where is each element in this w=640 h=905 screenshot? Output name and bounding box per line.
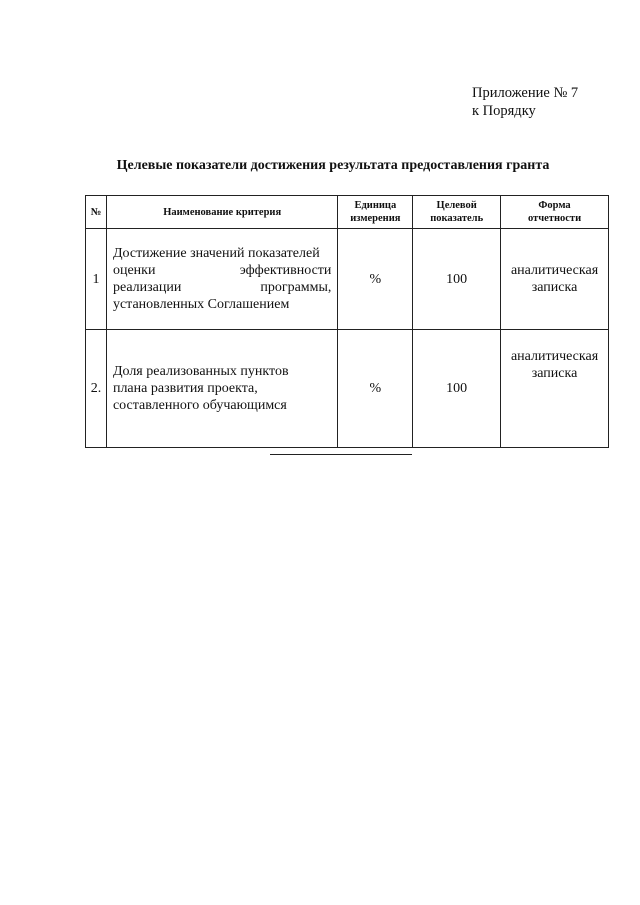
row-number: 1 [86, 229, 107, 330]
header-unit-line2: измерения [350, 213, 401, 224]
header-unit [338, 196, 413, 229]
criterion-line: плана развития проекта, [112, 381, 258, 396]
unit-value: % [338, 229, 413, 330]
table-row [86, 229, 609, 330]
header-criterion-name: Наименование критерия [106, 196, 337, 229]
criterion-line: Доля реализованных пунктов [112, 364, 289, 379]
criterion-name [106, 229, 337, 330]
table-header-row [86, 196, 609, 229]
row-number: 2. [86, 330, 107, 448]
document-title: Целевые показатели достижения результата предоставления гранта [116, 158, 550, 173]
header-form-line1: Форма [538, 200, 571, 211]
criteria-table [85, 195, 609, 448]
header-form-line2: отчетности [527, 213, 582, 224]
target-value: 100 [413, 229, 501, 330]
target-value: 100 [413, 330, 501, 448]
closing-rule [270, 454, 412, 455]
header-target-line2: показатель [430, 213, 484, 224]
criterion-line: Достижение значений показателей [112, 246, 320, 261]
header-report-form [501, 196, 609, 229]
report-form: аналитическая записка [501, 330, 609, 448]
appendix-reference: к Порядку [472, 103, 536, 119]
criterion-line: составленного обучающимся [112, 398, 287, 413]
header-unit-line1: Единица [354, 200, 397, 211]
appendix-number: Приложение № 7 [472, 85, 579, 101]
header-target-line1: Целевой [436, 200, 477, 211]
header-number: № [86, 196, 107, 229]
criterion-name [106, 330, 337, 448]
report-form: аналитическая записка [501, 229, 609, 330]
header-target [413, 196, 501, 229]
table-row [86, 330, 609, 448]
criterion-line: реализации программы, [112, 280, 332, 295]
appendix-note [472, 84, 578, 120]
criterion-line: оценки эффективности [112, 263, 332, 278]
unit-value: % [338, 330, 413, 448]
criterion-line: установленных Соглашением [112, 297, 290, 312]
